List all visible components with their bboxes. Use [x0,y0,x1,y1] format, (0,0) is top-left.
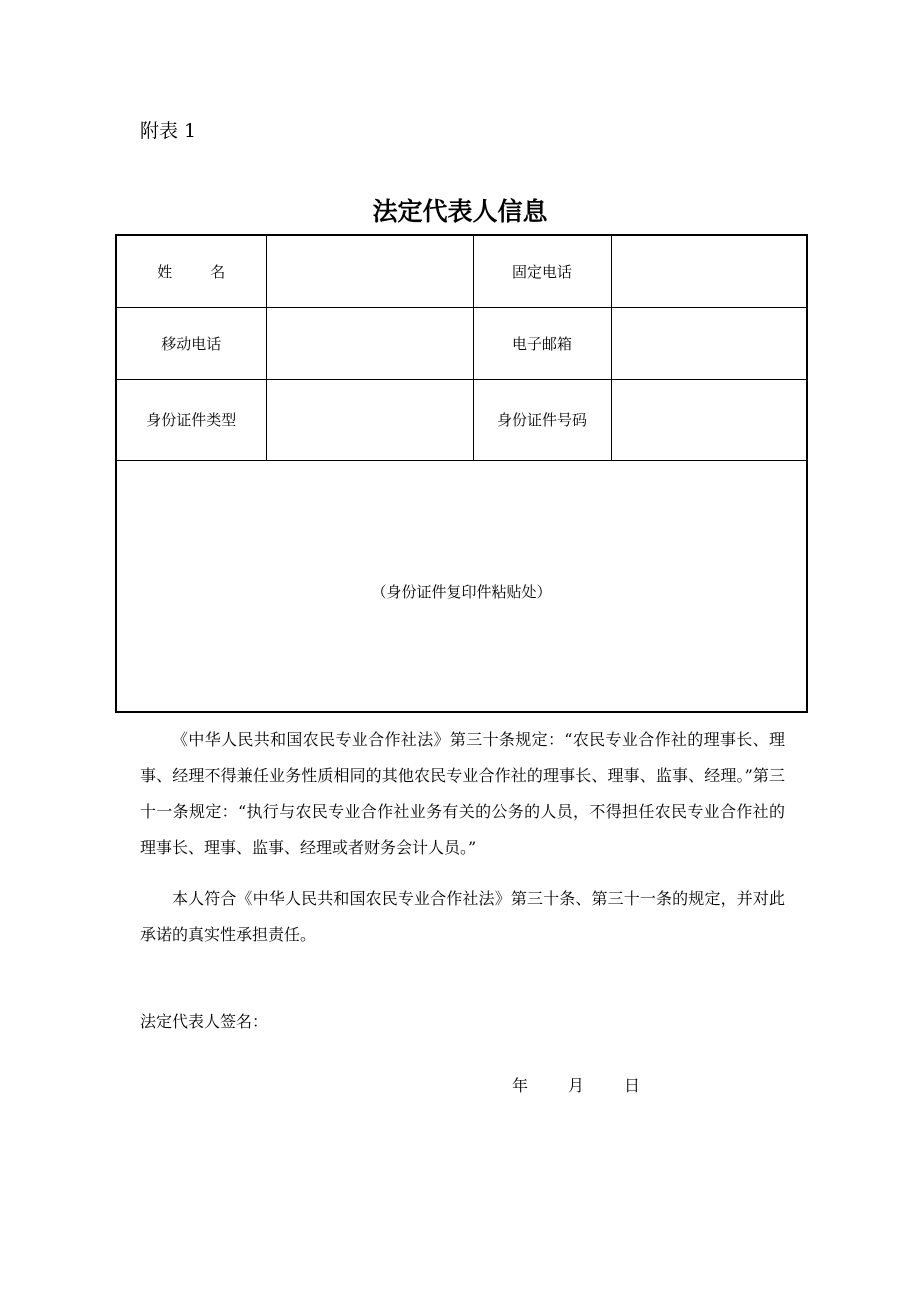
id-type-field[interactable] [266,379,473,460]
commitment-paragraph: 本人符合《中华人民共和国农民专业合作社法》第三十条、第三十一条的规定，并对此承诺的真实性承担责任。 [140,889,785,944]
date-day: 日 [624,1076,641,1095]
mobile-field[interactable] [266,307,473,379]
mobile-label: 移动电话 [116,307,266,379]
name-label-cell [116,235,266,307]
page-title: 法定代表人信息 [372,197,548,226]
id-copy-placeholder: （身份证件复印件粘贴处） [371,583,552,602]
table-row [116,235,807,307]
id-number-field[interactable] [611,379,807,460]
table-row [116,460,807,712]
id-copy-paste-area [116,460,807,712]
table-row [116,307,807,379]
landline-field[interactable] [611,235,807,307]
legal-rep-info-table [115,234,808,713]
name-label-char-2: 名 [210,262,226,281]
email-label: 电子邮箱 [473,307,611,379]
date-year: 年 [512,1076,529,1095]
id-type-label: 身份证件类型 [116,379,266,460]
table-row [116,379,807,460]
date-line [512,1073,640,1096]
name-label-char-1: 姓 [157,262,173,281]
date-month: 月 [568,1076,585,1095]
signature-label: 法定代表人签名： [140,1012,269,1031]
id-number-label: 身份证件号码 [473,379,611,460]
landline-label: 固定电话 [473,235,611,307]
attachment-label: 附表 1 [140,120,197,142]
email-field[interactable] [611,307,807,379]
name-field[interactable] [266,235,473,307]
law-paragraph: 《中华人民共和国农民专业合作社法》第三十条规定：“农民专业合作社的理事长、理事、经理不得兼任业务性质相同的其他农民专业合作社的理事长、理事、监事、经理。”第三十一条规定：“执行与农民专业合作社业务有关的公务的人员，不得担任农民专业合作社的理事长、理事、监事、经理或者财务会计人员。” [140,730,785,857]
